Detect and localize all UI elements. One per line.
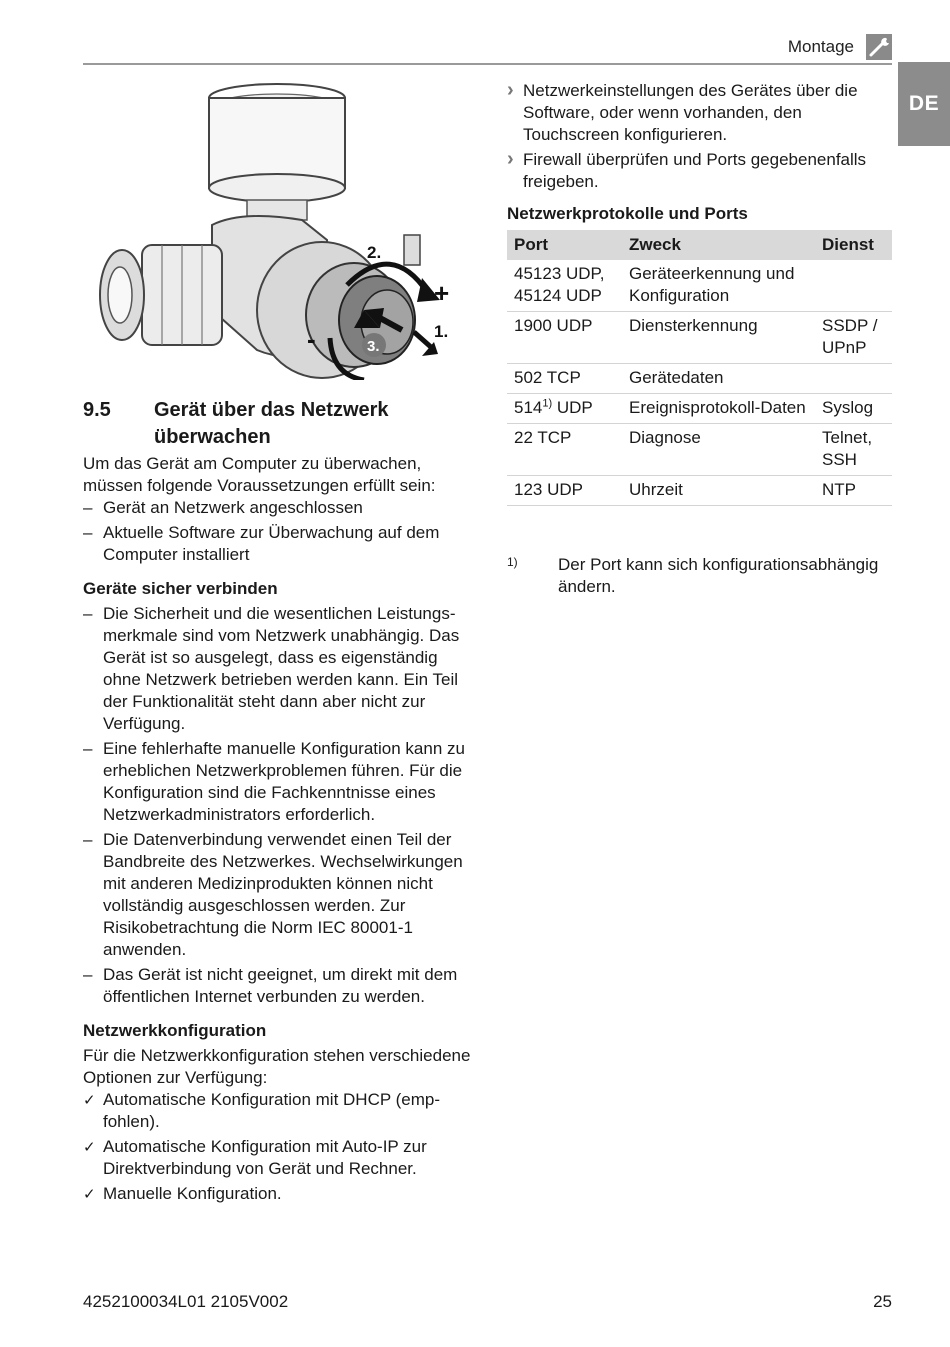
cell-port bbox=[507, 394, 622, 424]
list-item: – Die Datenverbindung verwendet einen Teil der Bandbreite des Netzwerkes. Wechselwirkungen mit anderen Medizinprodukten können nicht vollständig ausgeschlossen werden. Zur Risikobetrachtung die Norm IEC 80001-1 anwenden. bbox=[83, 829, 473, 961]
document-number: 4252100034L01 2105V002 bbox=[83, 1292, 289, 1311]
cell-service: Telnet, SSH bbox=[815, 424, 892, 476]
footnote-ref: 1) bbox=[542, 397, 553, 410]
footnote-text: Der Port kann sich konfigurationsabhängig ändern. bbox=[558, 555, 879, 596]
port-number: 514 bbox=[514, 398, 543, 417]
page-number: 25 bbox=[873, 1292, 892, 1311]
header-purpose: Zweck bbox=[622, 230, 815, 260]
cell-port: 45123 UDP, 45124 UDP bbox=[507, 260, 622, 312]
cell-service: Syslog bbox=[815, 394, 892, 424]
prerequisites-list bbox=[83, 497, 473, 566]
table-row bbox=[507, 312, 892, 364]
cell-port: 1900 UDP bbox=[507, 312, 622, 364]
table-row bbox=[507, 394, 892, 424]
header-port: Port bbox=[507, 230, 622, 260]
list-item: ✓ Automatische Konfiguration mit DHCP (empfohlen). bbox=[83, 1089, 473, 1133]
secure-heading: Geräte sicher verbinden bbox=[83, 579, 278, 598]
wrench-icon bbox=[866, 34, 892, 60]
header-divider bbox=[83, 63, 892, 65]
list-item: – Aktuelle Software zur Überwachung auf dem Computer installiert bbox=[83, 522, 473, 566]
list-item: › Netzwerkeinstellungen des Gerätes über die Software, oder wenn vorhanden, den Touchscreen konfigurieren. bbox=[507, 80, 892, 146]
language-tab: DE bbox=[898, 62, 950, 146]
cell-service bbox=[815, 260, 892, 312]
figure-label-step2: 2. bbox=[367, 243, 382, 262]
config-intro: Für die Netzwerkkonfiguration stehen verschiedene Optionen zur Verfügung: bbox=[83, 1046, 471, 1087]
steps-list bbox=[507, 80, 892, 193]
list-item: – Eine fehlerhafte manuelle Konfiguration kann zu erheblichen Netzwerkproblemen führen. Für die Konfiguration sind die Fachkenntnisse eines Netzwerkadministrators erforderlich. bbox=[83, 738, 473, 826]
cell-purpose: Uhrzeit bbox=[622, 476, 815, 506]
cell-purpose: Diagnose bbox=[622, 424, 815, 476]
ports-table bbox=[507, 230, 892, 506]
table-row bbox=[507, 364, 892, 394]
table-row bbox=[507, 424, 892, 476]
device-illustration bbox=[92, 80, 462, 380]
table-row bbox=[507, 476, 892, 506]
footnote-mark: 1) bbox=[507, 555, 518, 569]
table-heading: Netzwerkprotokolle und Ports bbox=[507, 204, 748, 223]
cell-purpose: Diensterkennung bbox=[622, 312, 815, 364]
figure-label-step1: 1. bbox=[434, 322, 449, 341]
cell-port: 123 UDP bbox=[507, 476, 622, 506]
config-list bbox=[83, 1089, 473, 1205]
header-section-title: Montage bbox=[787, 37, 854, 56]
section-title: Gerät über das Netzwerk überwachen bbox=[154, 399, 389, 448]
port-protocol: UDP bbox=[552, 398, 593, 417]
cell-purpose: Geräteerkennung und Konfiguration bbox=[622, 260, 815, 312]
figure-label-plus: + bbox=[434, 278, 450, 308]
intro-paragraph: Um das Gerät am Computer zu überwachen, müssen folgende Voraussetzungen erfüllt sein: bbox=[83, 454, 436, 495]
cell-port: 502 TCP bbox=[507, 364, 622, 394]
list-item: › Firewall überprüfen und Ports gegebenenfalls freigeben. bbox=[507, 149, 892, 193]
list-item: ✓ Manuelle Konfiguration. bbox=[83, 1183, 473, 1205]
list-item: – Gerät an Netzwerk angeschlossen bbox=[83, 497, 473, 519]
secure-list bbox=[83, 603, 473, 1008]
cell-service: SSDP / UPnP bbox=[815, 312, 892, 364]
cell-service: NTP bbox=[815, 476, 892, 506]
list-item: – Das Gerät ist nicht geeignet, um direkt mit dem öffentlichen Internet verbunden zu werden. bbox=[83, 964, 473, 1008]
table-header-row bbox=[507, 230, 892, 260]
cell-purpose: Gerätedaten bbox=[622, 364, 815, 394]
config-heading: Netzwerkkonfiguration bbox=[83, 1021, 267, 1040]
figure-label-step3: 3. bbox=[367, 338, 380, 355]
figure-label-minus: - bbox=[307, 324, 316, 354]
left-column bbox=[83, 453, 473, 1208]
cell-service bbox=[815, 364, 892, 394]
table-row bbox=[507, 260, 892, 312]
valve-figure bbox=[92, 80, 462, 380]
section-number: 9.5 bbox=[83, 399, 111, 421]
right-column bbox=[507, 80, 892, 506]
cell-purpose: Ereignisprotokoll-Daten bbox=[622, 394, 815, 424]
list-item: ✓ Automatische Konfiguration mit Auto-IP zur Direktverbindung von Gerät und Rechner. bbox=[83, 1136, 473, 1180]
header-service: Dienst bbox=[815, 230, 892, 260]
list-item: – Die Sicherheit und die wesentlichen Leistungsmerkmale sind vom Netzwerk unabhängig. Das Gerät ist so ausgelegt, dass es eigenständig ohne Netzwerk betrieben werden kann. Ein Teil der Funktionalität steht dann aber nicht zur Verfügung. bbox=[83, 603, 473, 735]
cell-port: 22 TCP bbox=[507, 424, 622, 476]
